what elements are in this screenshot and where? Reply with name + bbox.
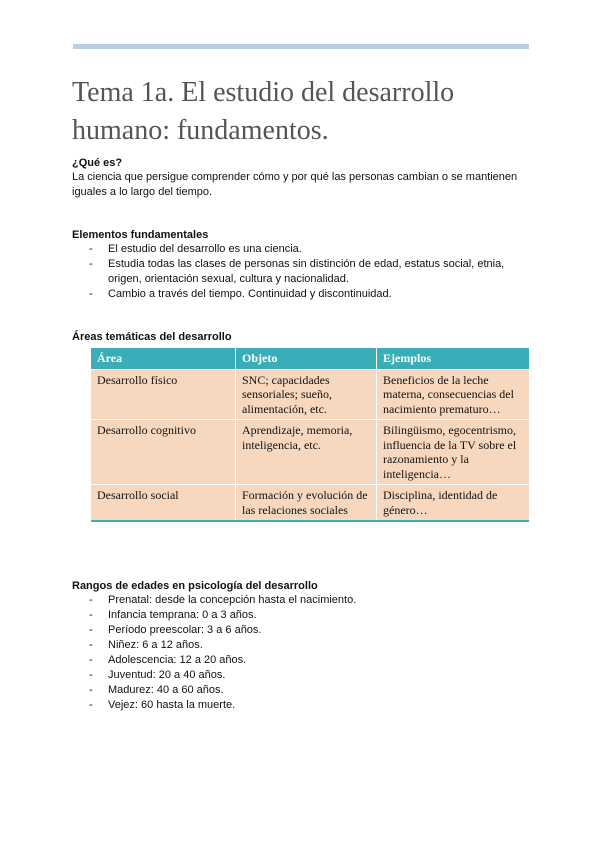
section-heading-rangos: Rangos de edades en psicología del desarrollo [72,580,318,592]
que-es-paragraph: La ciencia que persigue comprender cómo y por qué las personas cambian o se mantienen iguales a lo largo del tiempo. [72,171,518,198]
list-item [72,242,528,257]
list-item-text: El estudio del desarrollo es una ciencia. [108,243,302,255]
table-cell: Bilingüismo, egocentrismo, influencia de la TV sobre el razonamiento y la inteligencia… [377,420,530,485]
dash-bullet: - [89,288,93,300]
dash-bullet: - [89,594,93,606]
section-heading-que-es: ¿Qué es? [72,157,123,169]
section-heading-areas: Áreas temáticas del desarrollo [72,331,232,343]
list-item-text: Cambio a través del tiempo. Continuidad y discontinuidad. [108,288,392,300]
list-item-text: Madurez: 40 a 60 años. [108,684,224,696]
dash-bullet: - [89,243,93,255]
column-header-ejemplos: Ejemplos [377,348,530,369]
dash-bullet: - [89,639,93,651]
table-cell: Disciplina, identidad de género… [377,485,530,522]
table-header-row [91,348,529,369]
table-cell: Aprendizaje, memoria, inteligencia, etc. [236,420,377,485]
list-item-text: Estudia todas las clases de personas sin distinción de edad, estatus social, etnia, origen, orientación sexual, cultura y nacionalidad. [108,258,505,285]
table-cell: Desarrollo social [91,485,236,522]
section-heading-elementos: Elementos fundamentales [72,229,209,241]
dash-bullet: - [89,684,93,696]
list-item [72,608,528,623]
list-item [72,653,528,668]
dash-bullet: - [89,624,93,636]
dash-bullet: - [89,654,93,666]
table-cell: Desarrollo cognitivo [91,420,236,485]
list-item [72,683,528,698]
page-title: Tema 1a. El estudio del desarrollo humano: fundamentos. [72,77,455,146]
list-item-text: Juventud: 20 a 40 años. [108,669,226,681]
list-item [72,593,528,608]
table-row [91,369,529,420]
column-header-objeto: Objeto [236,348,377,369]
table-cell: Formación y evolución de las relaciones sociales [236,485,377,522]
list-item [72,638,528,653]
list-item-text: Niñez: 6 a 12 años. [108,639,203,651]
dash-bullet: - [89,669,93,681]
table-cell: Desarrollo físico [91,369,236,420]
list-item [72,698,528,713]
list-item-text: Prenatal: desde la concepción hasta el nacimiento. [108,594,357,606]
list-item [72,668,528,683]
table-cell: Beneficios de la leche materna, consecuencias del nacimiento prematuro… [377,369,530,420]
table-row [91,420,529,485]
dash-bullet: - [89,258,93,270]
areas-table [91,348,529,522]
list-item [72,623,528,638]
dash-bullet: - [89,609,93,621]
header-rule [73,44,529,49]
table-row [91,485,529,522]
rangos-list [72,593,528,713]
list-item [72,257,528,287]
elementos-list [72,242,528,302]
list-item [72,287,528,302]
column-header-area: Área [91,348,236,369]
list-item-text: Período preescolar: 3 a 6 años. [108,624,262,636]
dash-bullet: - [89,699,93,711]
list-item-text: Infancia temprana: 0 a 3 años. [108,609,257,621]
list-item-text: Vejez: 60 hasta la muerte. [108,699,236,711]
table-cell: SNC; capacidades sensoriales; sueño, alimentación, etc. [236,369,377,420]
list-item-text: Adolescencia: 12 a 20 años. [108,654,247,666]
